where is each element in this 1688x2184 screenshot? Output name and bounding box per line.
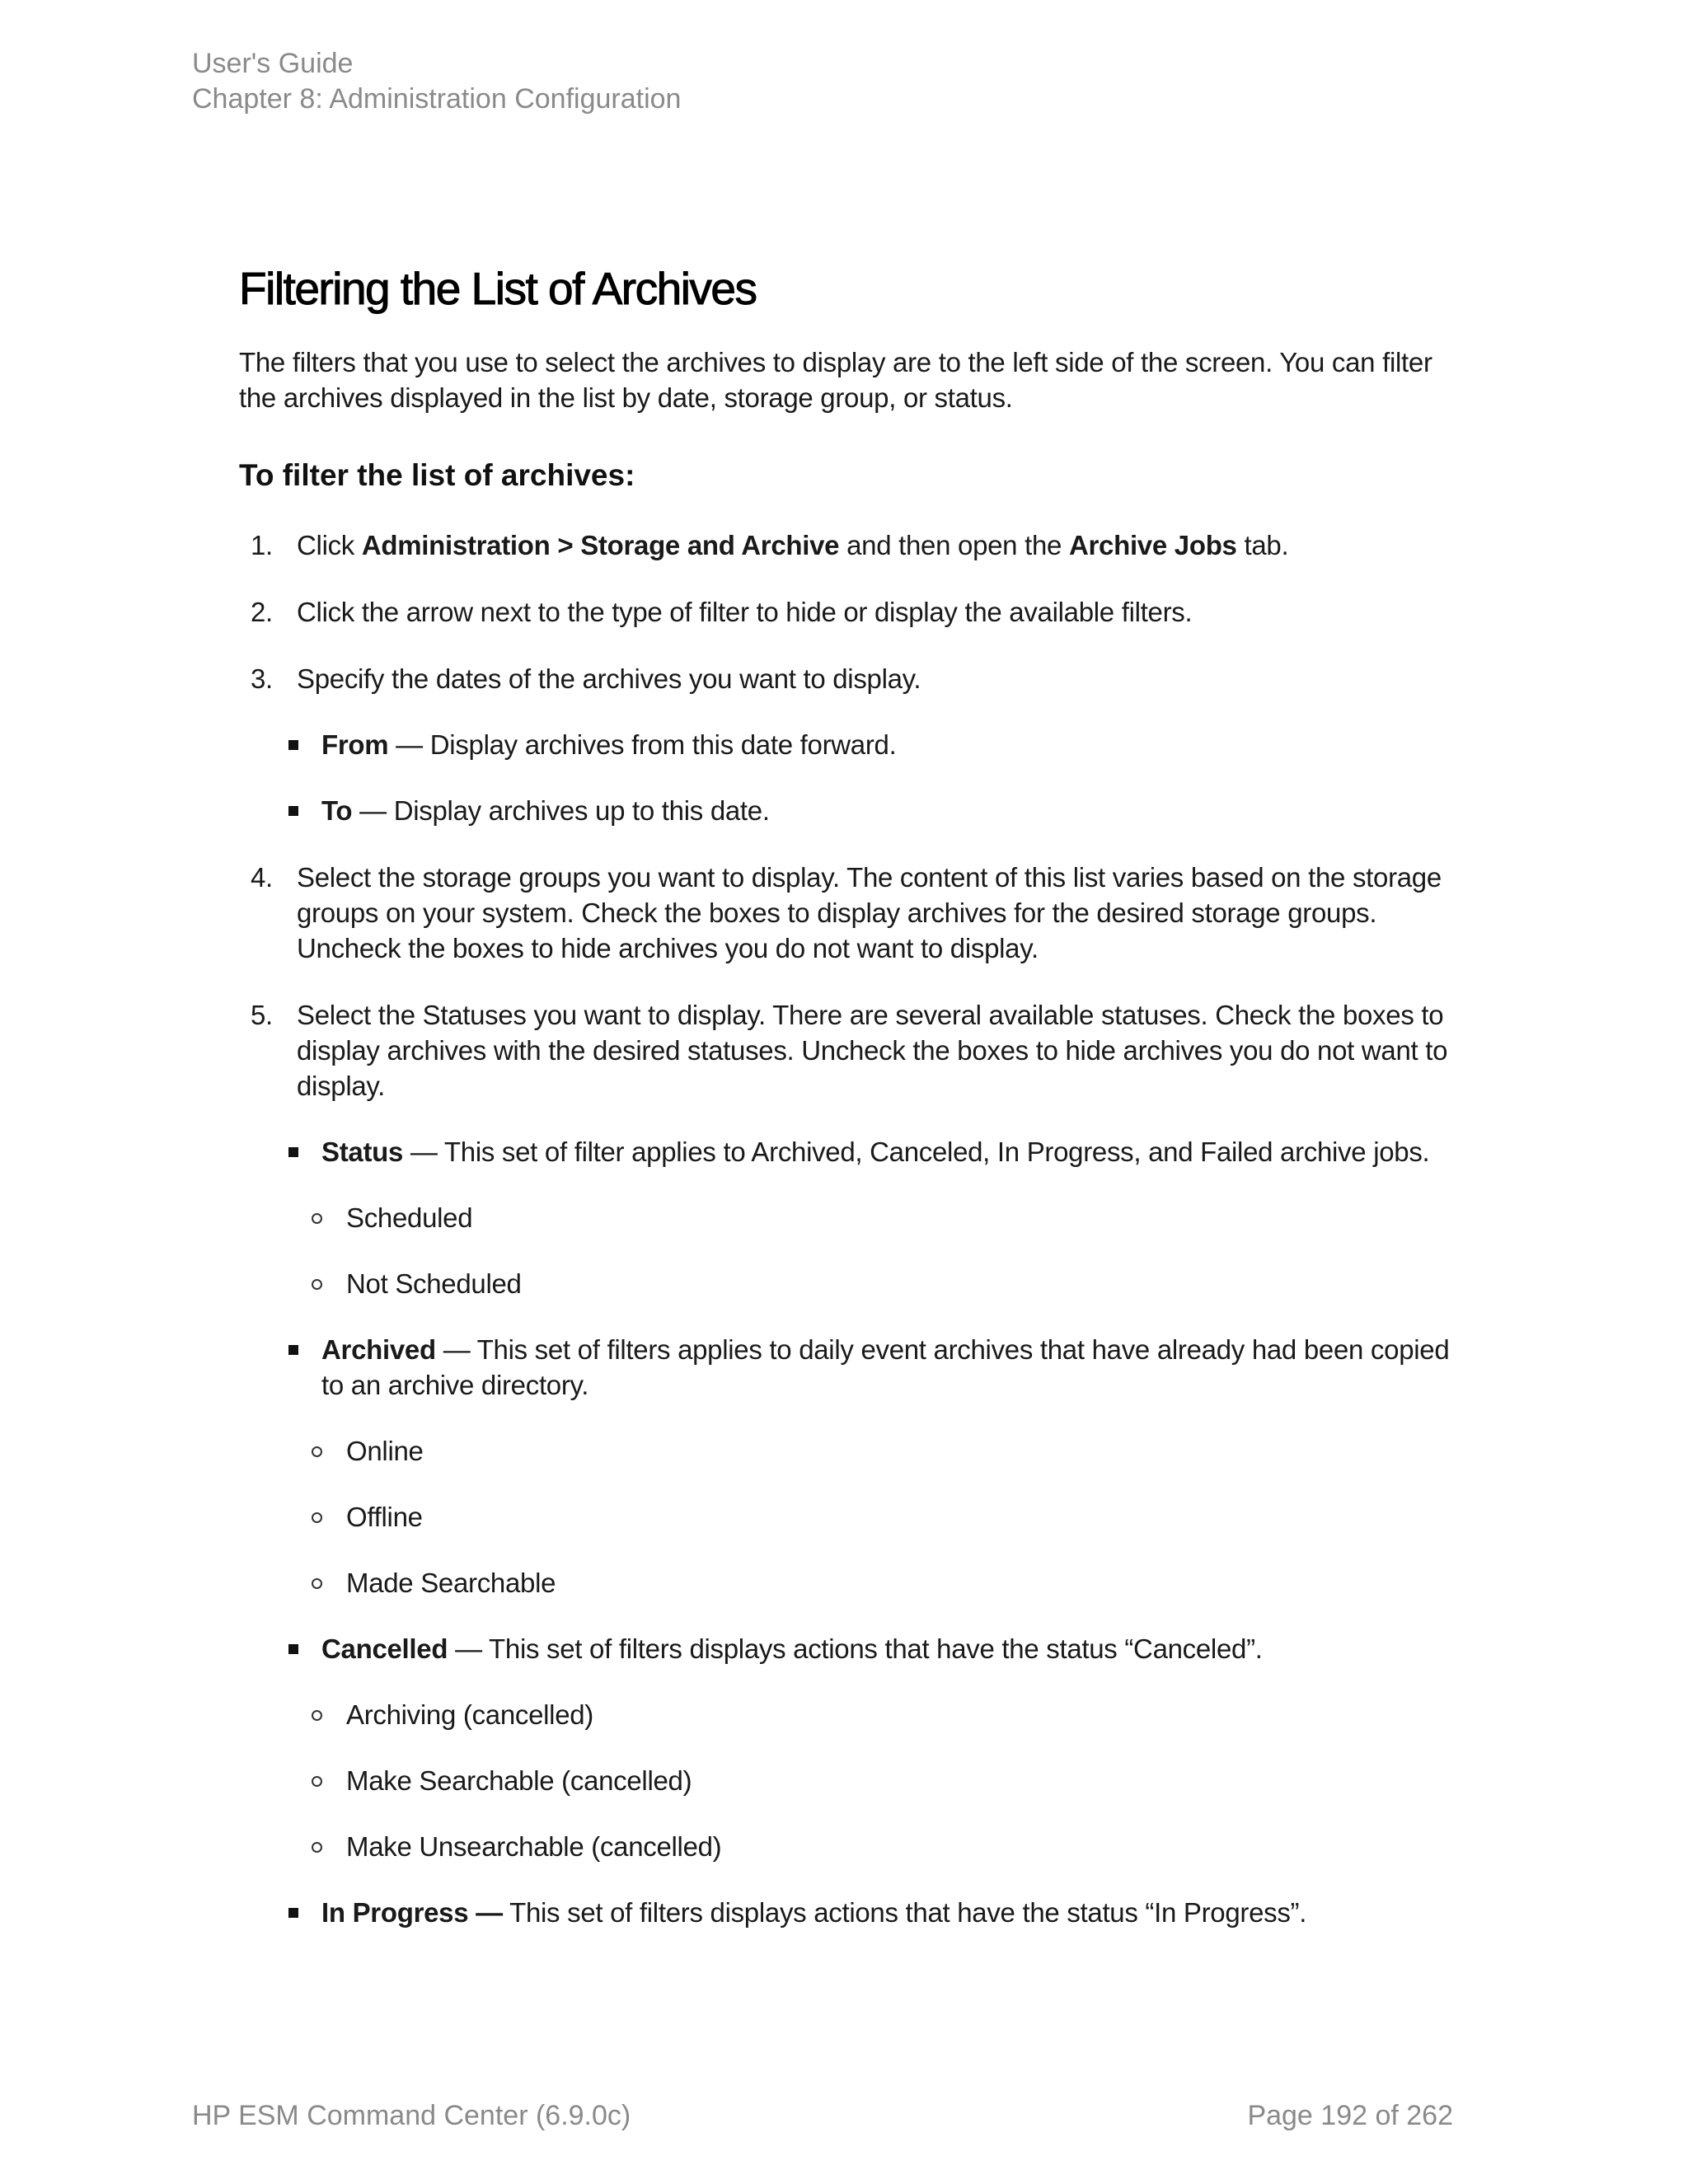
step-5: 5. Select the Statuses you want to display. There are several available statuses. Check the boxes to display archives with the desired statuses. Uncheck the boxes to hide archives you do not want to display. [239,997,1459,1104]
circle-bullet-icon [312,1776,322,1787]
menu-path: Administration > Storage and Archive [361,530,840,560]
square-bullet-icon [288,806,298,816]
circle-bullet-icon [312,1213,322,1224]
sub-item: Make Searchable (cancelled) [239,1763,1459,1798]
sub-item: Made Searchable [239,1565,1459,1601]
footer-product: HP ESM Command Center (6.9.0c) [192,2100,631,2131]
bullet-in-progress: In Progress — This set of filters displays actions that have the status “In Progress”. [239,1895,1459,1930]
step-2: 2. Click the arrow next to the type of filter to hide or display the available filters. [239,594,1459,630]
sub-item: Archiving (cancelled) [239,1697,1459,1732]
page-content [239,255,1459,1930]
step-4: 4. Select the storage groups you want to display. The content of this list varies based on the storage groups on your system. Check the boxes to display archives for the desired storage groups. Uncheck the boxes to hide archives you do not want to display. [239,860,1459,966]
header-guide-title: User's Guide [192,48,354,79]
circle-bullet-icon [312,1842,322,1853]
step-1: 1. Click Administration > Storage and Archive and then open the Archive Jobs tab. [239,527,1459,563]
footer-page-number: Page 192 of 262 [1247,2100,1453,2131]
sub-item: Not Scheduled [239,1266,1459,1301]
circle-bullet-icon [312,1710,322,1721]
square-bullet-icon [288,1908,298,1918]
procedure-heading: To filter the list of archives: [239,458,635,492]
step-number: 1. [251,530,273,560]
square-bullet-icon [288,1644,298,1654]
bullet-from: From — Display archives from this date forward. [239,727,1459,762]
sub-item: Make Unsearchable (cancelled) [239,1829,1459,1864]
sub-item: Online [239,1433,1459,1469]
step-number: 2. [251,597,273,627]
sub-item: Scheduled [239,1200,1459,1235]
tab-name: Archive Jobs [1068,530,1237,560]
section-title: Filtering the List of Archives [239,263,757,314]
step-number: 5. [251,1000,273,1030]
bullet-to: To — Display archives up to this date. [239,793,1459,828]
circle-bullet-icon [312,1446,322,1457]
running-header [192,46,681,117]
sub-item: Offline [239,1499,1459,1535]
circle-bullet-icon [312,1578,322,1589]
step-number: 3. [251,663,273,694]
bullet-status: Status — This set of filter applies to Archived, Canceled, In Progress, and Failed archive jobs. [239,1134,1459,1169]
square-bullet-icon [288,1147,298,1157]
bullet-cancelled: Cancelled — This set of filters displays actions that have the status “Canceled”. [239,1631,1459,1666]
step-3: 3. Specify the dates of the archives you want to display. [239,661,1459,696]
square-bullet-icon [288,1345,298,1355]
intro-paragraph: The filters that you use to select the archives to display are to the left side of the screen. You can filter the archives displayed in the list by date, storage group, or status. [239,347,1432,413]
square-bullet-icon [288,740,298,750]
header-chapter-title: Chapter 8: Administration Configuration [192,83,682,115]
step-number: 4. [251,862,273,893]
circle-bullet-icon [312,1512,322,1523]
bullet-archived: Archived — This set of filters applies to daily event archives that have already had been copied to an archive directory. [239,1332,1459,1403]
circle-bullet-icon [312,1279,322,1290]
